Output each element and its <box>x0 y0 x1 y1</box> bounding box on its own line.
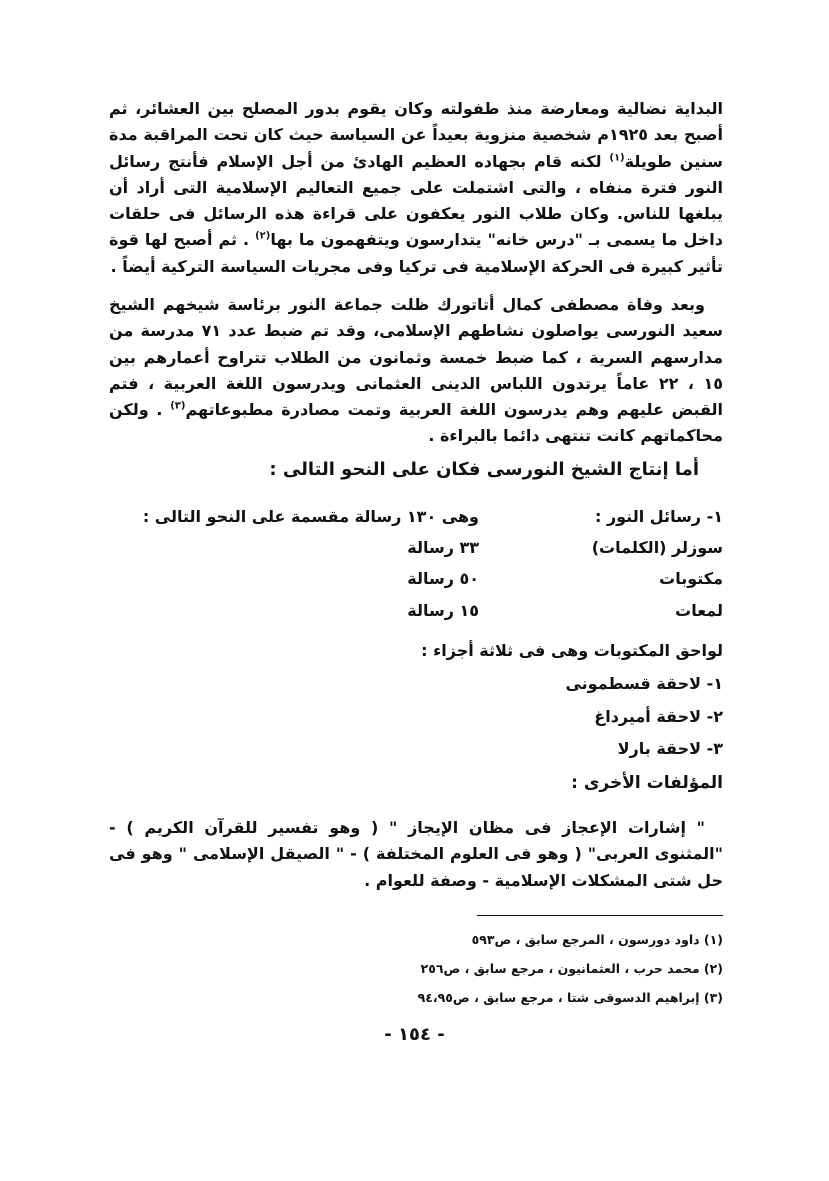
paragraph-text: . ولكن محاكماتهم كانت تنتهى دائما بالبراءة . <box>109 400 723 446</box>
paragraph-after-ataturk <box>109 292 723 450</box>
work-item-count: ٣٣ رسالة <box>407 538 479 557</box>
lawahiq-heading: لواحق المكتوبات وهى فى ثلاثة أجزاء : <box>421 641 723 660</box>
footnote: (٣) إبراهيم الدسوقى شتا ، مرجع سابق ، ص٩٤،٩٥ <box>417 990 723 1005</box>
other-works-heading: المؤلفات الأخرى : <box>571 773 723 793</box>
footnote-divider <box>477 915 723 916</box>
risail-label: ١- رسائل النور : <box>594 507 723 526</box>
lawahiq-item: ٢- لاحقة أميرداغ <box>594 707 723 726</box>
footnote: (٢) محمد حرب ، العثمانيون ، مرجع سابق ، ص٢٥٦ <box>420 961 723 976</box>
page-number: - ١٥٤ - <box>384 1024 445 1045</box>
work-item-count: ١٥ رسالة <box>407 601 479 620</box>
paragraph-text: البداية نضالية ومعارضة منذ طفولته وكان يقوم بدور المصلح بين العشائر، ثم أصبح بعد ١٩٢٥م شخصية منزوية بعيداً عن السياسة حيث كان تحت المراقبة مدة سنين طويلة <box>109 99 723 171</box>
lawahiq-item: ١- لاحقة قسطمونى <box>565 674 723 693</box>
work-item-name: سوزلر (الكلمات) <box>591 538 723 557</box>
footnote-ref: (٢) <box>255 231 271 243</box>
paragraph-text: . ثم أصبح لها قوة تأثير كبيرة فى الحركة الإسلامية فى تركيا وفى مجريات السياسة التركية أيضاً . <box>109 230 723 276</box>
work-item-count: ٥٠ رسالة <box>407 569 479 588</box>
footnote: (١) داود دورسون ، المرجع سابق ، ص٥٩٣ <box>471 932 723 947</box>
paragraph-text: وبعد وفاة مصطفى كمال أتاتورك ظلت جماعة النور برئاسة شيخهم الشيخ سعيد النورسى يواصلون نشاطهم الإسلامى، وقد تم ضبط عدد ٧١ مدرسة من مدارسهم السرية ، كما ضبط خمسة وثمانون من الطلاب تتراوح أعمارهم بين ١٥ ، ٢٢ عاماً يرتدون اللباس الدينى العثمانى ويدرسون اللغة العربية ، فتم القبض عليهم وهم يدرسون اللغة العربية وتمت مصادرة مطبوعاتهم <box>109 295 724 420</box>
other-works-paragraph: " إشارات الإعجاز فى مظان الإيجاز " ( وهو تفسير للقرآن الكريم ) - "المثنوى العربى" ( وهو فى العلوم المختلفة ) - " الصيقل الإسلامى " وهو فى حل شتى المشكلات الإسلامية - وصفة للعوام . <box>109 818 723 890</box>
paragraph-text: لكنه قام بجهاده العظيم الهادئ من أجل الإسلام فأنتج رسائل النور فترة منفاه ، والتى اشتملت على جميع التعاليم الإسلامية التى أراد أن يبلغها للناس. وكان طلاب النور يعكفون على قراءة هذه الرسائل فى حلقات داخل ما يسمى بـ "درس خانه" يتدارسون ويتفهمون ما بها <box>109 151 723 250</box>
works-heading: أما إنتاج الشيخ النورسى فكان على النحو التالى : <box>269 459 699 480</box>
footnote-ref: (١) <box>609 152 625 164</box>
lawahiq-item: ٣- لاحقة بارلا <box>617 739 723 758</box>
work-item-name: لمعات <box>675 601 723 620</box>
risail-description: وهى ١٣٠ رسالة مقسمة على النحو التالى : <box>142 507 479 526</box>
work-item-name: مكتوبات <box>659 569 723 588</box>
paragraph-intro <box>109 96 723 280</box>
footnote-ref: (٣) <box>170 400 186 412</box>
